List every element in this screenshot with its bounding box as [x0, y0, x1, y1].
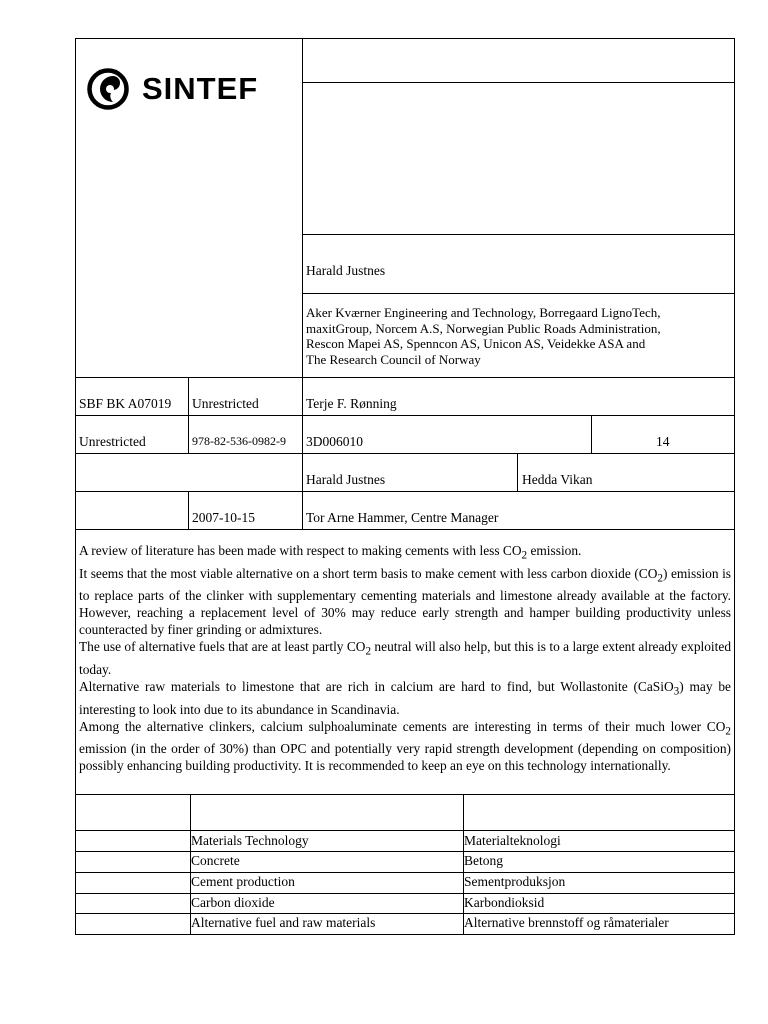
keyword-english: Alternative fuel and raw materials	[191, 915, 376, 930]
keyword-norwegian: Alternative brennstoff og råmaterialer	[464, 915, 669, 930]
keyword-english: Cement production	[191, 874, 295, 889]
keyword-norwegian: Materialteknologi	[464, 833, 561, 848]
divider	[302, 293, 735, 294]
divider	[75, 491, 735, 492]
author: Harald Justnes	[306, 263, 386, 278]
keyword-english: Carbon dioxide	[191, 895, 275, 910]
page-count: 14	[656, 434, 670, 449]
abstract-paragraph: A review of literature has been made with respect to making cements with less $CO_2$ emission.	[79, 543, 582, 562]
divider	[75, 830, 735, 831]
keyword-norwegian: Karbondioksid	[464, 895, 545, 910]
divider	[75, 529, 735, 530]
sintef-logo-icon	[86, 68, 130, 110]
client-line: maxitGroup, Norcem A.S, Norwegian Public Roads Administration,	[306, 320, 661, 336]
project-manager: Harald Justnes	[306, 472, 386, 487]
isbn: 978-82-536-0982-9	[192, 434, 286, 448]
client-line: The Research Council of Norway	[306, 351, 481, 367]
abstract-paragraph: The use of alternative fuels that are at least partly $CO_2$ neutral will also help, but this is to a large extent already exploited today.	[79, 639, 732, 678]
divider	[75, 872, 735, 873]
classification: Unrestricted	[192, 396, 259, 411]
approved-by: Tor Arne Hammer, Centre Manager	[306, 510, 499, 525]
abstract-paragraph: Alternative raw materials to limestone that are rich in calcium are hard to find, but Wollastonite (CaSiO$_3$) may be interesting to look into due to its abundance in Scandinavia.	[79, 679, 731, 717]
keyword-english: Materials Technology	[191, 833, 309, 848]
divider	[75, 377, 735, 378]
divider	[75, 794, 735, 795]
divider	[591, 415, 592, 453]
sintef-logo	[86, 68, 258, 110]
table-border-top	[75, 38, 735, 39]
date: 2007-10-15	[192, 510, 255, 525]
abstract-paragraph: It seems that the most viable alternative on a short term basis to make cement with less carbon dioxide $(CO_2)$ emission is to replace parts of the clinker with supplementary cementing materials and limestone already available at the factory. However, reaching a replacement level of 30% may reduce early strength and hamper building productivity unless counteracted by finer grinding or admixtures.	[79, 565, 731, 638]
client-line: Rescon Mapei AS, Spenncon AS, Unicon AS, Veidekke ASA and	[306, 336, 646, 351]
client-reference: Terje F. Rønning	[306, 396, 397, 411]
divider	[75, 415, 735, 416]
table-border-bottom	[75, 934, 735, 935]
keyword-norwegian: Sementproduksjon	[464, 874, 566, 889]
divider	[188, 491, 189, 529]
logo-text: SINTEF	[142, 71, 259, 106]
project-number: 3D006010	[306, 434, 363, 449]
divider	[75, 851, 735, 852]
keyword-norwegian: Betong	[464, 853, 503, 868]
keyword-english: Concrete	[191, 853, 240, 868]
divider	[75, 453, 735, 454]
classification-this-page: Unrestricted	[79, 434, 146, 449]
client-line: Aker Kværner Engineering and Technology, Borregaard LignoTech,	[306, 305, 661, 320]
divider	[302, 82, 735, 83]
divider	[75, 893, 735, 894]
abstract-paragraph: Among the alternative clinkers, calcium sulphoaluminate cements are interesting in terms of their much lower $CO_2$ emission (in the order of 30%) than OPC and potentially very rapid strength development (depending on composition) possibly enhancing building productivity. It is recommended to keep an eye on this technology internationally.	[79, 718, 731, 774]
table-border-left	[75, 38, 76, 935]
divider	[517, 453, 518, 491]
client-list	[306, 305, 661, 367]
divider	[302, 234, 735, 235]
checked-by: Hedda Vikan	[522, 472, 593, 487]
divider	[302, 38, 303, 530]
abstract	[79, 542, 731, 774]
report-number: SBF BK A07019	[79, 396, 172, 411]
table-border-right	[734, 38, 735, 935]
divider	[188, 377, 189, 453]
